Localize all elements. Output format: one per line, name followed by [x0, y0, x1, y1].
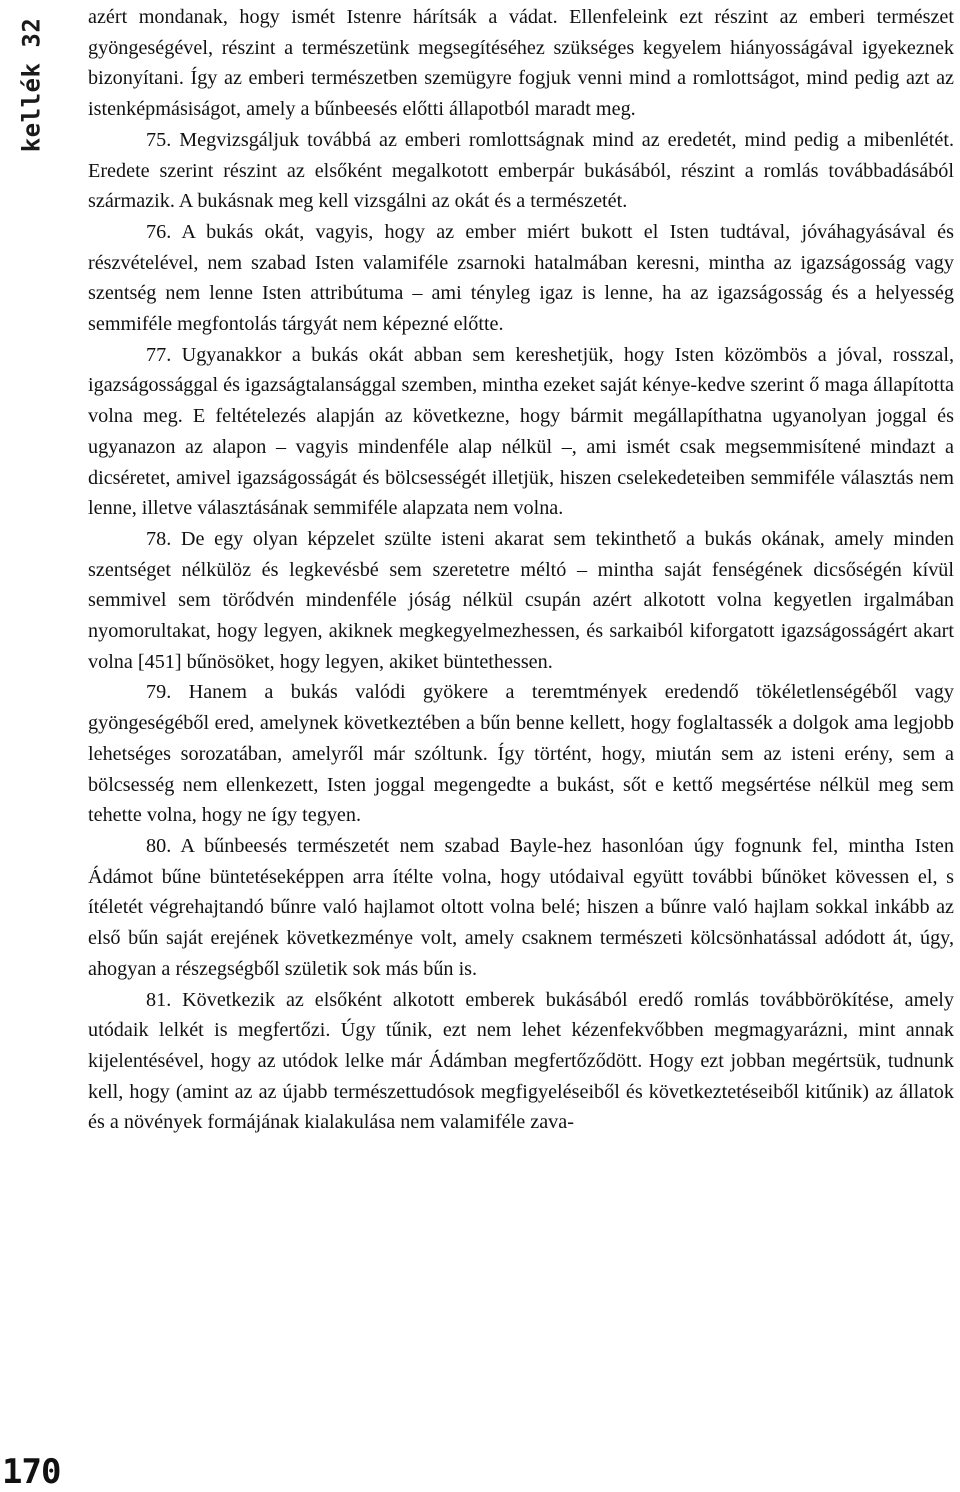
paragraph: 78. De egy olyan képzelet szülte isteni akarat sem tekinthető a bukás okának, amely minden szentséget nélkülöz és legkevésbé sem szeretetre méltó – mintha saját fenségének dicsőségén kívül semmivel sem törődvén mindenféle jóság nélkül csupán azért alkotott volna kegyetlen irgalmában nyomorultakat, hogy legyen, akiknek megkegyelmezhessen, és sarkaiból kiforgatott igazságosságért akart volna [451] bűnösöket, hogy legyen, akiket büntethessen.: [88, 527, 954, 673]
paragraph: 77. Ugyanakkor a bukás okát abban sem kereshetjük, hogy Isten közömbös a jóval, rosszal, igazságossággal és igazságtalansággal szemben, mintha ezeket saját kénye-kedve szerint ő maga állapította volna meg. E feltételezés alapján az következne, hogy bármit megállapíthatna ugyanolyan joggal és ugyanazon az alapon – vagyis mindenféle alap nélkül –, ami ismét csak megsemmisítené mindazt a dicséretet, amivel igazságosságát és bölcsességét illetjük, hiszen cselekedeteiben semmiféle választás nem lenne, illetve választásának semmiféle alapzata nem volna.: [88, 343, 954, 520]
paragraph: 80. A bűnbeesés természetét nem szabad Bayle-hez hasonlóan úgy fognunk fel, mintha Isten Ádámot bűne büntetéseképpen arra ítélte volna, hogy utódaival együtt további bűnöket kövessen el, s ítéletét végrehajtandó bűnre való hajlamot oltott volna belé; hiszen a bűnre való hajlam sokkal inkább az első bűn saját erejének következménye volt, amely csaknem természeti kölcsönhatással adódott át, úgy, ahogyan a részegségből születik sok más bűn is.: [88, 834, 954, 980]
text-body: [88, 2, 954, 1138]
journal-title: kellék 32: [17, 17, 46, 153]
paragraph: 76. A bukás okát, vagyis, hogy az ember miért bukott el Isten tudtával, jóváhagyásával és részvételével, nem szabad Isten valamiféle zsarnoki hatalmában keresni, mintha az igazságosság vagy szentség nem lenne Isten attribútuma – ami tényleg igaz is lenne, ha az igazságosság és a helyesség semmiféle megfontolás tárgyát nem képezné előtte.: [88, 220, 954, 336]
page-number: 170: [2, 1452, 61, 1492]
paragraph: 75. Megvizsgáljuk továbbá az emberi romlottságnak mind az eredetét, mind pedig a mibenlétét. Eredete szerint részint az elsőként megalkotott emberpár bukásából, részint a romlás továbbadásából származik. A bukásnak meg kell vizsgálni az okát és a természetét.: [88, 128, 954, 213]
paragraph: 79. Hanem a bukás valódi gyökere a teremtmények eredendő tökéletlenségéből vagy gyöngeségéből ered, amelynek következtében a bűn benne kellett, hogy foglaltassék a dolgok ama legjobb lehetséges sorozatában, amelyről már szóltunk. Így történt, hogy, miután sem az isteni erény, sem a bölcsesség nem ellenkezett, Isten joggal megengedte a bukást, sőt e kettő megsértése nélkül meg sem tehette volna, hogy ne így tegyen.: [88, 681, 954, 827]
paragraph: azért mondanak, hogy ismét Istenre hárítsák a vádat. Ellenfeleink ezt részint az emberi természet gyöngeségével, részint a természetünk megsegítéséhez szükséges kegyelem hiányosságával igyekeznek bizonyítani. Így az emberi természetben szemügyre fogjuk venni mind a romlottságot, mind pedig azt az istenképmásiságot, amely a bűnbeesés előtti állapotból maradt meg.: [88, 6, 954, 121]
running-header: [0, 0, 62, 170]
paragraph: 81. Következik az elsőként alkotott emberek bukásából eredő romlás továbbörökítése, amely utódaik lelkét is megfertőzi. Úgy tűnik, ezt nem lehet kézenfekvőbben megmagyarázni, mint annak kijelentésével, hogy az utódok lelke már Ádámban megfertőződött. Hogy ezt jobban megértsük, tudnunk kell, hogy (amint az az újabb természettudósok megfigyeléseiből és következtetéseiből kitűnik) az állatok és a növények formájának kialakulása nem valamiféle zava-: [88, 988, 954, 1134]
